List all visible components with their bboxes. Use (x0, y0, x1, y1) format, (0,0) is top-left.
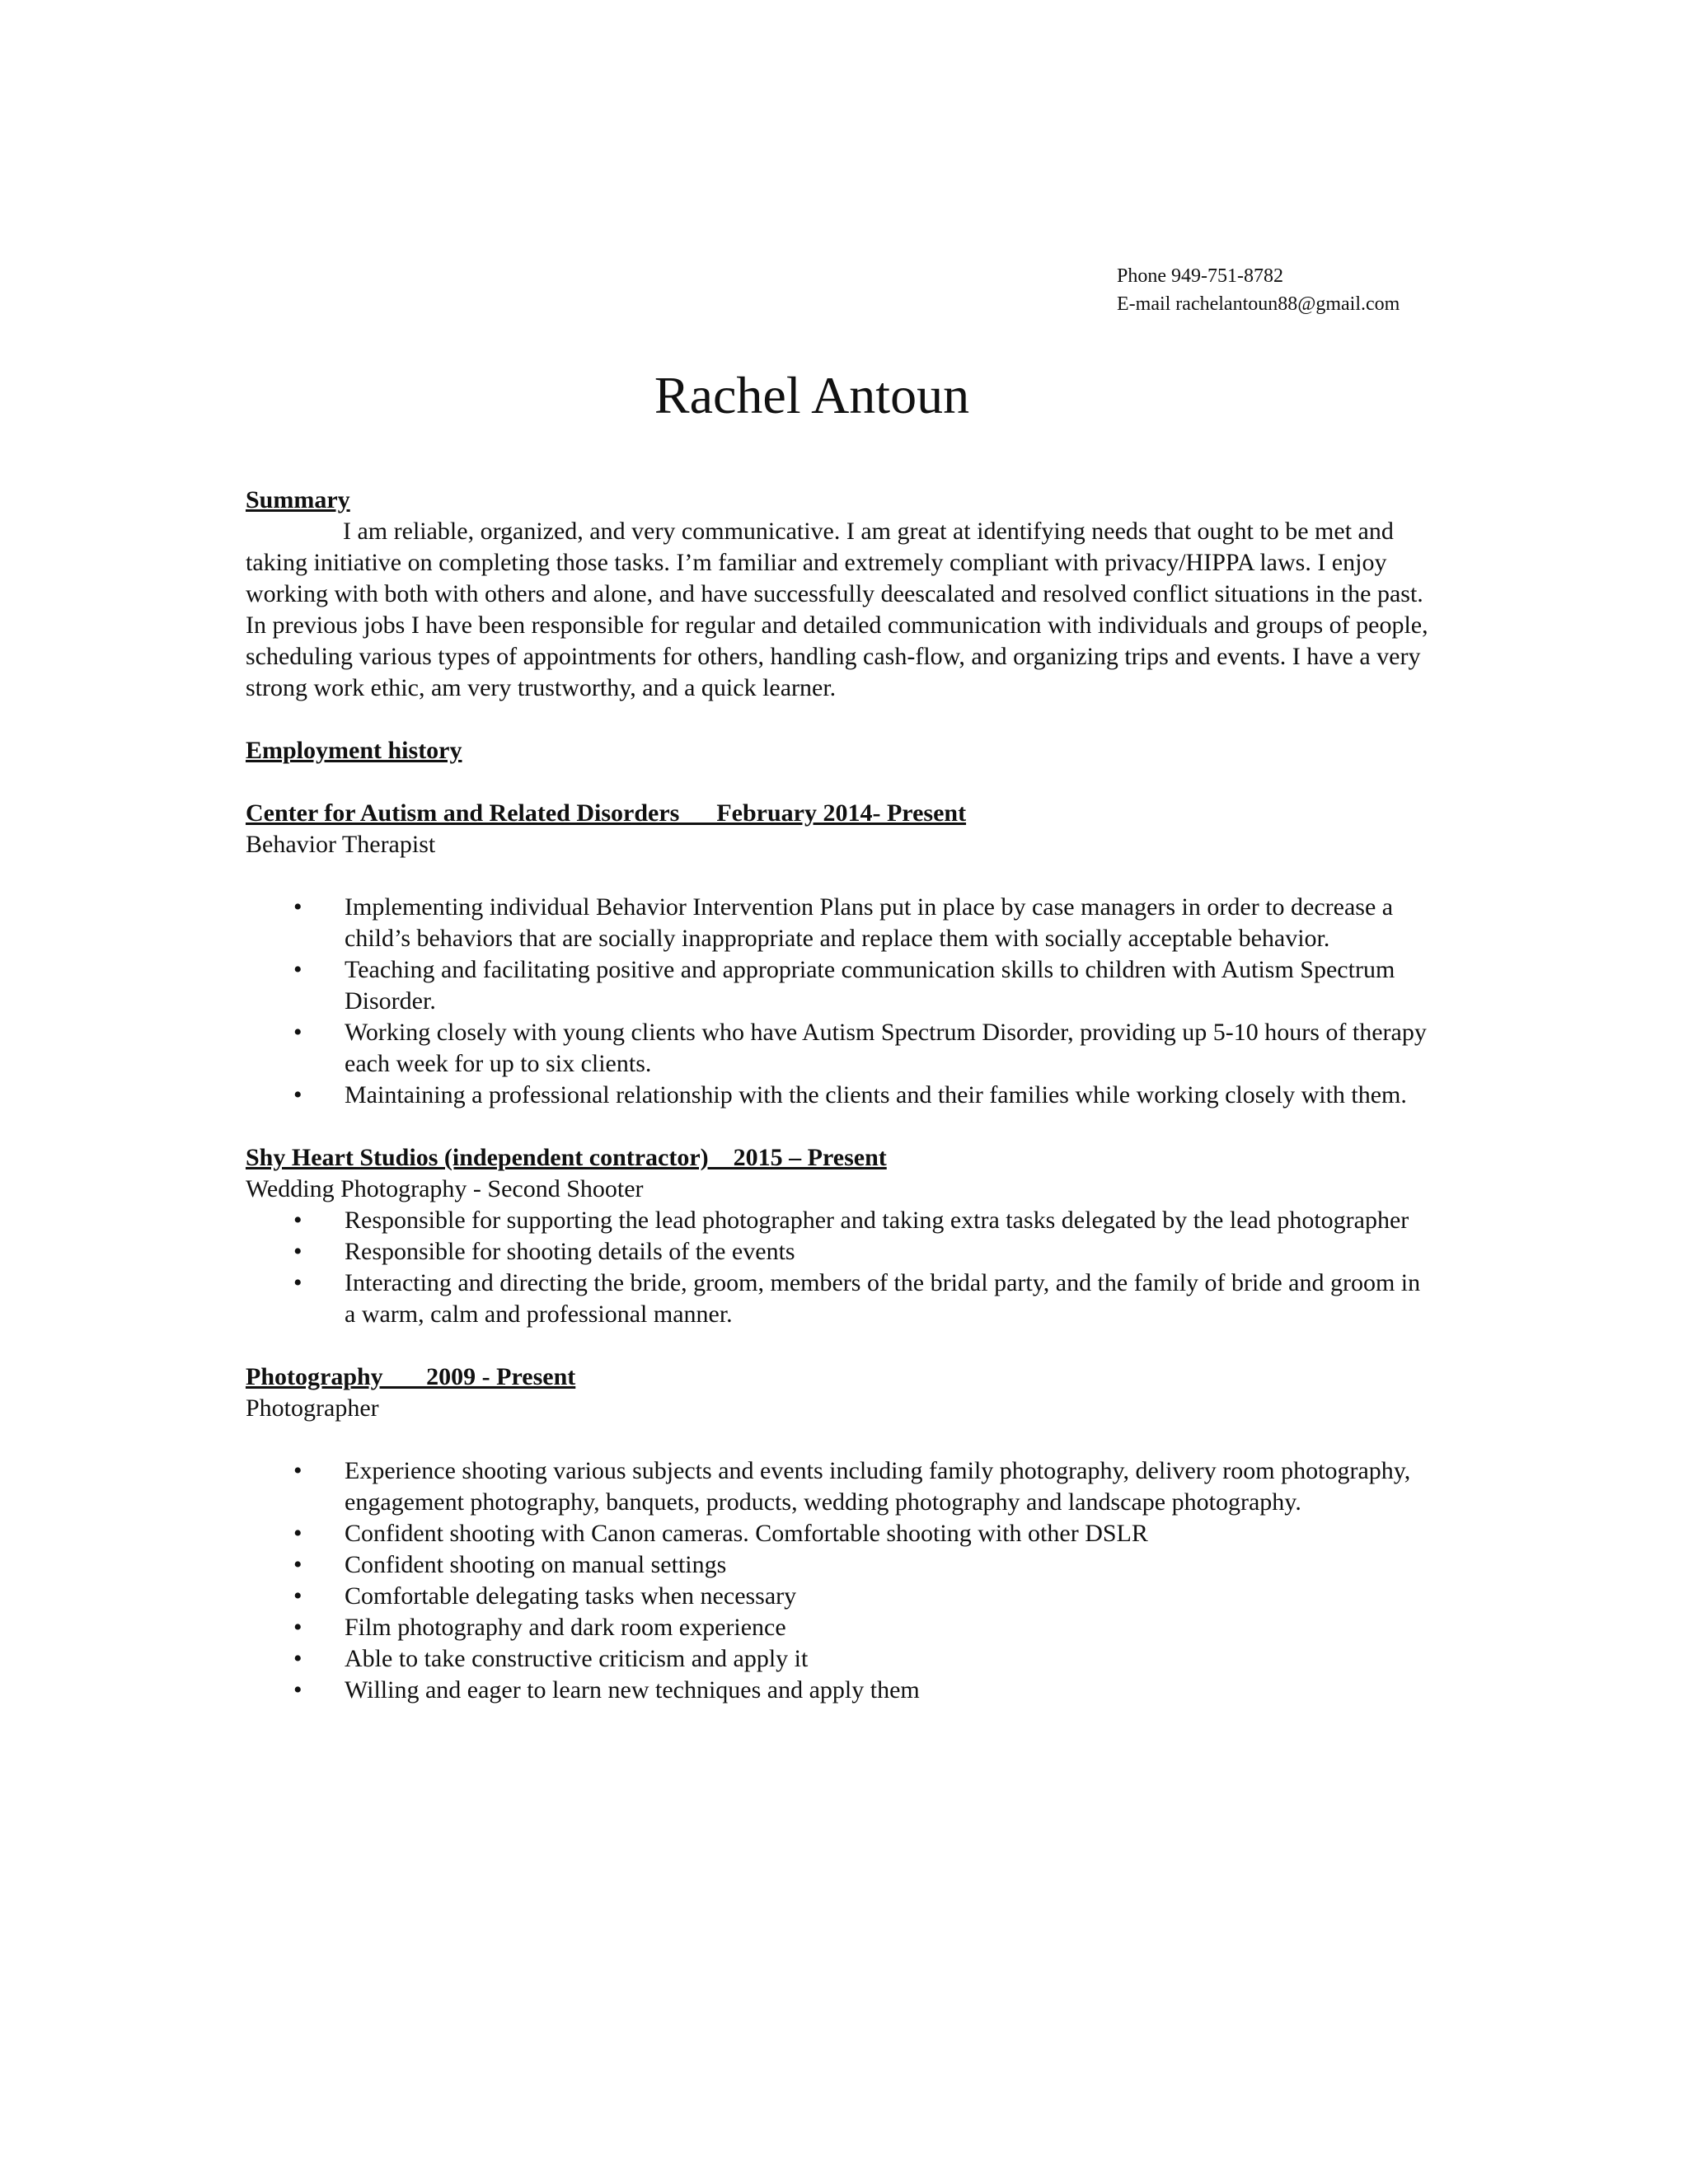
summary-text: I am reliable, organized, and very communicative. I am great at identifying needs that ought to be met and taking initiative on completing those tasks. I’m familiar and extremely compliant with privacy/HIPPA laws. I enjoy working with both with others and alone, and have successfully deescalated and resolved conflict situations in the past. In previous jobs I have been responsible for regular and detailed communication with individuals and groups of people, scheduling various types of appointments for others, handling cash-flow, and organizing trips and events. I have a very strong work ethic, am very trustworthy, and a quick learner. (246, 518, 1428, 701)
bullet-icon: • (293, 1019, 302, 1046)
list-item (246, 1549, 1432, 1581)
list-item (246, 1518, 1432, 1549)
list-item-text: Responsible for supporting the lead photographer and taking extra tasks delegated by the lead photographer (345, 1207, 1409, 1234)
bullet-icon: • (293, 893, 302, 921)
job-title: Wedding Photography - Second Shooter (246, 1175, 644, 1202)
list-item-text: Confident shooting with Canon cameras. Comfortable shooting with other DSLR (345, 1520, 1148, 1547)
bullet-icon: • (293, 1551, 302, 1578)
list-item (246, 1205, 1432, 1236)
job-entry (246, 1361, 1432, 1706)
job-entry (246, 798, 1432, 1111)
phone-line: Phone 949-751-8782 (1117, 265, 1283, 287)
contact-block (1117, 262, 1400, 318)
list-item-text: Able to take constructive criticism and apply it (345, 1645, 809, 1672)
bullet-icon: • (293, 1676, 302, 1704)
bullet-icon: • (293, 1081, 302, 1108)
summary-heading: Summary (246, 486, 350, 513)
bullet-icon: • (293, 1238, 302, 1265)
job-heading: Shy Heart Studios (independent contractor) 2015 – Present (246, 1144, 887, 1171)
bullet-icon: • (293, 1645, 302, 1672)
job-title: Photographer (246, 1394, 379, 1422)
bullet-icon: • (293, 1520, 302, 1547)
list-item (246, 1017, 1432, 1080)
bullet-icon: • (293, 1582, 302, 1610)
list-item (246, 1675, 1432, 1706)
list-item-text: Implementing individual Behavior Intervention Plans put in place by case managers in order to decrease a child’s behaviors that are socially inappropriate and replace them with socially acceptable behavior. (345, 893, 1394, 952)
list-item (246, 1612, 1432, 1643)
job-duties-list (246, 1205, 1432, 1330)
list-item (246, 1080, 1432, 1111)
resume-body (246, 485, 1432, 1706)
email-line: E-mail rachelantoun88@gmail.com (1117, 293, 1400, 315)
job-heading: Center for Autism and Related Disorders February 2014- Present (246, 799, 967, 827)
list-item-text: Teaching and facilitating positive and appropriate communication skills to children with Autism Spectrum Disorder. (345, 956, 1395, 1015)
list-item-text: Confident shooting on manual settings (345, 1551, 727, 1578)
list-item-text: Interacting and directing the bride, groom, members of the bridal party, and the family of bride and groom in a warm, calm and professional manner. (345, 1269, 1421, 1328)
list-item-text: Film photography and dark room experience (345, 1614, 786, 1641)
job-duties-list (246, 892, 1432, 1111)
list-item-text: Maintaining a professional relationship with the clients and their families while working closely with them. (345, 1081, 1407, 1108)
list-item (246, 1643, 1432, 1675)
bullet-icon: • (293, 1614, 302, 1641)
bullet-icon: • (293, 1269, 302, 1296)
list-item (246, 1581, 1432, 1612)
bullet-icon: • (293, 1207, 302, 1234)
resume-name: Rachel Antoun (654, 366, 970, 424)
job-duties-list (246, 1455, 1432, 1706)
list-item (246, 892, 1432, 954)
list-item-text: Experience shooting various subjects and events including family photography, delivery room photography, engagement photography, banquets, products, wedding photography and landscape photography. (345, 1457, 1411, 1516)
list-item-text: Comfortable delegating tasks when necessary (345, 1582, 797, 1610)
employment-history-heading: Employment history (246, 737, 462, 764)
job-heading: Photography 2009 - Present (246, 1363, 576, 1390)
list-item (246, 1455, 1432, 1518)
list-item-text: Responsible for shooting details of the events (345, 1238, 795, 1265)
list-item (246, 954, 1432, 1017)
job-entry (246, 1142, 1432, 1330)
list-item-text: Willing and eager to learn new techniques and apply them (345, 1676, 920, 1704)
bullet-icon: • (293, 956, 302, 983)
list-item-text: Working closely with young clients who have Autism Spectrum Disorder, providing up 5-10 hours of therapy each week for up to six clients. (345, 1019, 1427, 1077)
list-item (246, 1236, 1432, 1268)
bullet-icon: • (293, 1457, 302, 1484)
list-item (246, 1268, 1432, 1330)
job-title: Behavior Therapist (246, 831, 436, 858)
